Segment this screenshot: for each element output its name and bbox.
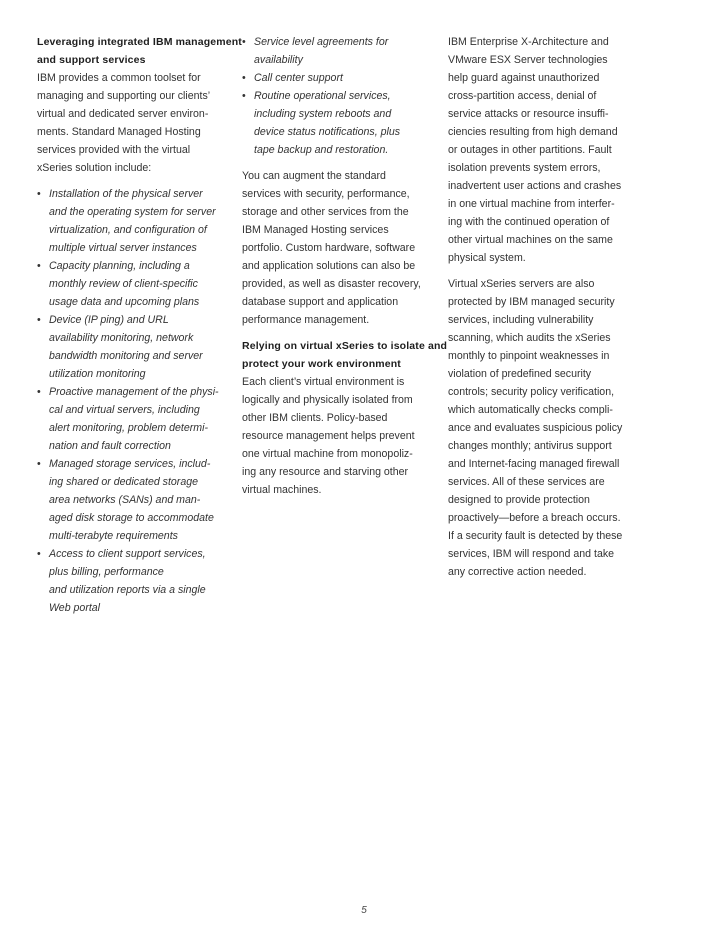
text-line: • Capacity planning, including a xyxy=(49,260,190,272)
text-line: proactively—before a breach occurs. xyxy=(448,512,621,524)
text-line: services provided with the virtual xyxy=(37,144,191,156)
text-line: Each client’s virtual environment is xyxy=(242,376,405,388)
text-line: aged disk storage to accommodate xyxy=(49,512,214,524)
text-line: other IBM clients. Policy-based xyxy=(242,412,388,424)
text-line: virtual and dedicated server environ- xyxy=(37,108,209,120)
text-line: services, IBM will respond and take xyxy=(448,548,615,560)
list-item xyxy=(242,33,432,69)
text-line: other virtual machines on the same xyxy=(448,234,613,246)
text-line: logically and physically isolated from xyxy=(242,394,413,406)
text-line: portfolio. Custom hardware, software xyxy=(242,242,416,254)
text-line: ing any resource and starving other xyxy=(242,466,409,478)
list-item xyxy=(242,87,432,159)
text-line: nation and fault correction xyxy=(49,440,171,452)
text-line: performance management. xyxy=(242,314,370,326)
text-line: isolation prevents system errors, xyxy=(448,162,601,174)
text-line: tape backup and restoration. xyxy=(254,144,389,156)
text-line: bandwidth monitoring and server xyxy=(49,350,203,362)
text-line: protected by IBM managed security xyxy=(448,296,615,308)
text-line: • Service level agreements for xyxy=(254,36,389,48)
list-item xyxy=(37,185,227,257)
text-line: controls; security policy verification, xyxy=(448,386,615,398)
text-line: IBM Managed Hosting services xyxy=(242,224,389,236)
text-line: provided, as well as disaster recovery, xyxy=(242,278,421,290)
text-line: Leveraging integrated IBM management xyxy=(37,36,242,48)
text-line: storage and other services from the xyxy=(242,206,409,218)
services-bullet-list-continued xyxy=(242,33,432,159)
security-paragraph xyxy=(448,275,648,581)
text-line: ments. Standard Managed Hosting xyxy=(37,126,201,138)
text-line: You can augment the standard xyxy=(242,170,386,182)
text-line: managing and supporting our clients’ xyxy=(37,90,211,102)
page-number: 5 xyxy=(361,905,367,916)
text-line: inadvertent user actions and crashes xyxy=(448,180,622,192)
isolation-paragraph xyxy=(242,373,432,499)
text-line: and Internet-facing managed firewall xyxy=(448,458,620,470)
architecture-paragraph xyxy=(448,33,648,267)
list-item xyxy=(37,455,227,545)
list-item xyxy=(242,69,432,87)
text-line: utilization monitoring xyxy=(49,368,146,380)
services-bullet-list xyxy=(37,185,227,617)
text-line: • Call center support xyxy=(254,72,343,84)
text-line: Virtual xSeries servers are also xyxy=(448,278,595,290)
text-line: VMware ESX Server technologies xyxy=(448,54,608,66)
text-line: multiple virtual server instances xyxy=(49,242,197,254)
text-line: usage data and upcoming plans xyxy=(49,296,200,308)
text-line: changes monthly; antivirus support xyxy=(448,440,612,452)
list-item xyxy=(37,311,227,383)
text-line: plus billing, performance xyxy=(49,566,164,578)
text-line: and utilization reports via a single xyxy=(49,584,206,596)
text-line: • Installation of the physical server xyxy=(49,188,203,200)
text-line: multi-terabyte requirements xyxy=(49,530,178,542)
text-line: cal and virtual servers, including xyxy=(49,404,200,416)
text-line: service attacks or resource insuffi- xyxy=(448,108,609,120)
text-line: database support and application xyxy=(242,296,399,308)
text-line: alert monitoring, problem determi- xyxy=(49,422,208,434)
text-line: including system reboots and xyxy=(254,108,392,120)
column-right xyxy=(448,33,648,581)
text-line: which automatically checks compli- xyxy=(448,404,613,416)
text-line: availability xyxy=(254,54,303,66)
text-line: cross-partition access, denial of xyxy=(448,90,597,102)
intro-paragraph xyxy=(37,69,227,177)
augment-paragraph xyxy=(242,167,432,329)
text-line: monthly review of client-specific xyxy=(49,278,198,290)
section-heading-isolation xyxy=(242,337,448,373)
text-line: • Managed storage services, includ- xyxy=(49,458,211,470)
text-line: and application solutions can also be xyxy=(242,260,416,272)
text-line: • Device (IP ping) and URL xyxy=(49,314,169,326)
text-line: availability monitoring, network xyxy=(49,332,194,344)
text-line: area networks (SANs) and man- xyxy=(49,494,201,506)
text-line: monthly to pinpoint weaknesses in xyxy=(448,350,610,362)
list-item xyxy=(37,257,227,311)
text-line: ing with the continued operation of xyxy=(448,216,610,228)
text-line: and support services xyxy=(37,54,146,66)
text-line: ciencies resulting from high demand xyxy=(448,126,618,138)
text-line: physical system. xyxy=(448,252,526,264)
text-line: protect your work environment xyxy=(242,358,401,370)
text-line: and the operating system for server xyxy=(49,206,216,218)
text-line: ing shared or dedicated storage xyxy=(49,476,199,488)
text-line: in one virtual machine from interfer- xyxy=(448,198,615,210)
column-middle xyxy=(242,33,448,499)
text-line: • Proactive management of the physi- xyxy=(49,386,219,398)
text-line: any corrective action needed. xyxy=(448,566,587,578)
text-line: IBM Enterprise X-Architecture and xyxy=(448,36,609,48)
text-line: one virtual machine from monopoliz- xyxy=(242,448,413,460)
text-line: services, including vulnerability xyxy=(448,314,594,326)
text-line: resource management helps prevent xyxy=(242,430,415,442)
list-item xyxy=(37,545,227,617)
text-line: Relying on virtual xSeries to isolate and xyxy=(242,340,448,352)
section-heading-management xyxy=(37,33,242,69)
text-line: Web portal xyxy=(49,602,101,614)
text-line: help guard against unauthorized xyxy=(448,72,600,84)
text-line: IBM provides a common toolset for xyxy=(37,72,201,84)
text-line: ance and evaluates suspicious policy xyxy=(448,422,623,434)
text-line: virtualization, and configuration of xyxy=(49,224,207,236)
text-line: services. All of these services are xyxy=(448,476,605,488)
text-line: scanning, which audits the xSeries xyxy=(448,332,611,344)
text-line: designed to provide protection xyxy=(448,494,590,506)
text-line: xSeries solution include: xyxy=(37,162,152,174)
text-line: virtual machines. xyxy=(242,484,322,496)
text-line: or outages in other partitions. Fault xyxy=(448,144,612,156)
text-line: • Access to client support services, xyxy=(49,548,206,560)
text-line: services with security, performance, xyxy=(242,188,410,200)
text-line: violation of predefined security xyxy=(448,368,592,380)
text-line: If a security fault is detected by these xyxy=(448,530,623,542)
text-line: device status notifications, plus xyxy=(254,126,401,138)
text-line: • Routine operational services, xyxy=(254,90,391,102)
column-left xyxy=(37,33,242,617)
list-item xyxy=(37,383,227,455)
